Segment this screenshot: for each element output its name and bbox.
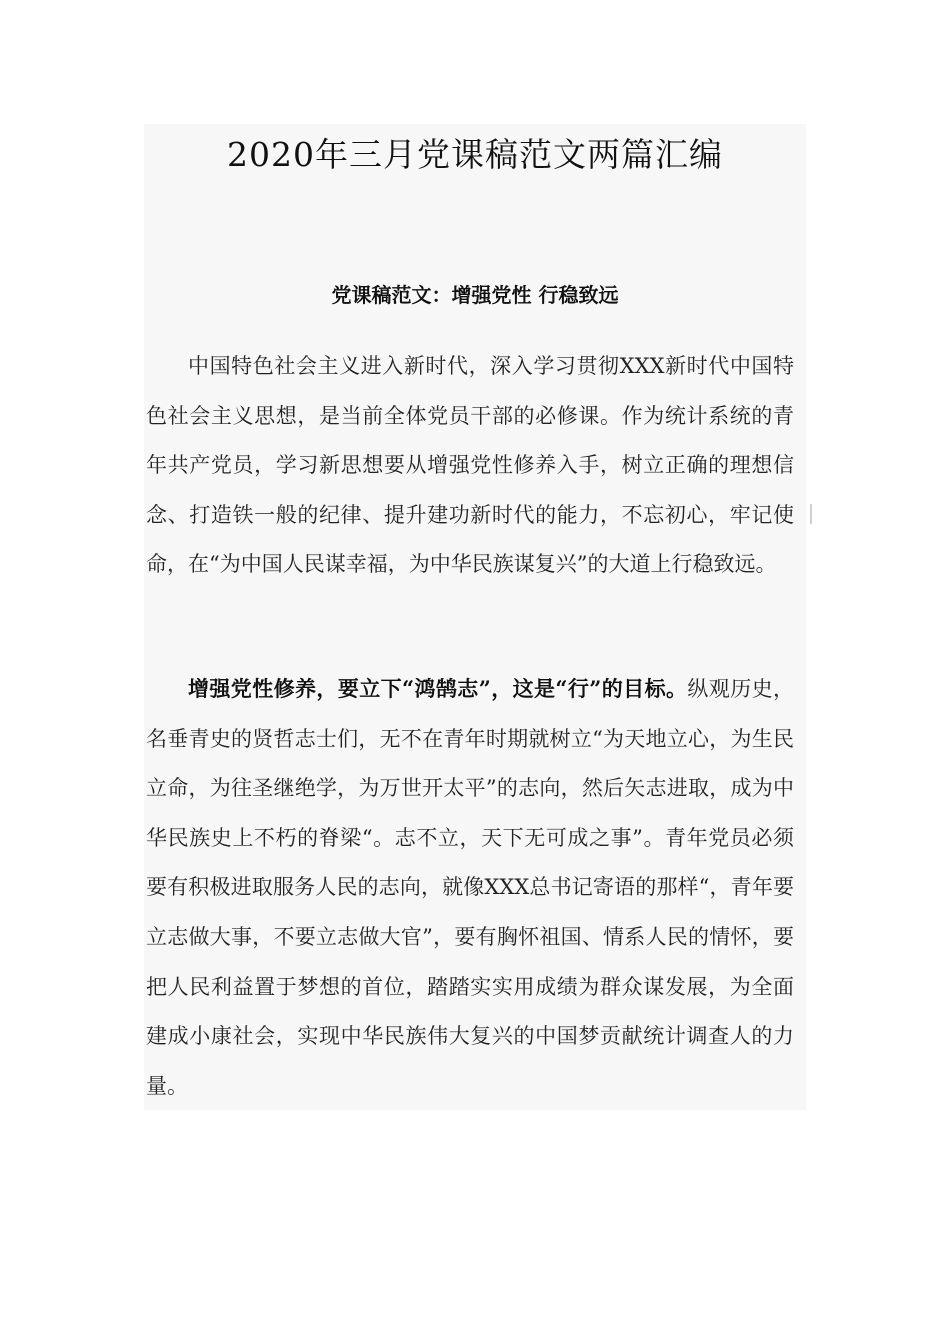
paragraph-1: 中国特色社会主义进入新时代，深入学习贯彻XXX新时代中国特色社会主义思想，是当前全体党员干部的必修课。作为统计系统的青年共产党员，学习新思想要从增强党性修养入手，树立正确的理想信念、打造铁一般的纪律、提升建功新时代的能力，不忘初心，牢记使命，在“为中国人民谋幸福，为中华民族谋复兴”的大道上行稳致远。 [146,354,794,577]
document-title: 2020年三月党课稿范文两篇汇编 [227,135,723,174]
margin-mark [810,504,812,524]
section-subtitle: 党课稿范文：增强党性 行稳致远 [331,283,619,307]
paragraph-2-lead: 增强党性修养，要立下“鸿鹄志”，这是“行”的目标。 [188,676,688,701]
paragraph-2 [146,664,794,1111]
paragraph-2-body: 纵观历史，名垂青史的贤哲志士们，无不在青年时期就树立“为天地立心，为生民立命，为往圣继绝学，为万世开太平”的志向，然后矢志进取，成为中华民族史上不朽的脊梁“。志不立，天下无可成之事”。青年党员必须要有积极进取服务人民的志向，就像XXX总书记寄语的那样“，青年要立志做大事，不要立志做大官”，要有胸怀祖国、情系人民的情怀，要把人民利益置于梦想的首位，踏踏实实用成绩为群众谋发展，为全面建成小康社会，实现中华民族伟大复兴的中国梦贡献统计调查人的力量。 [146,677,795,1098]
